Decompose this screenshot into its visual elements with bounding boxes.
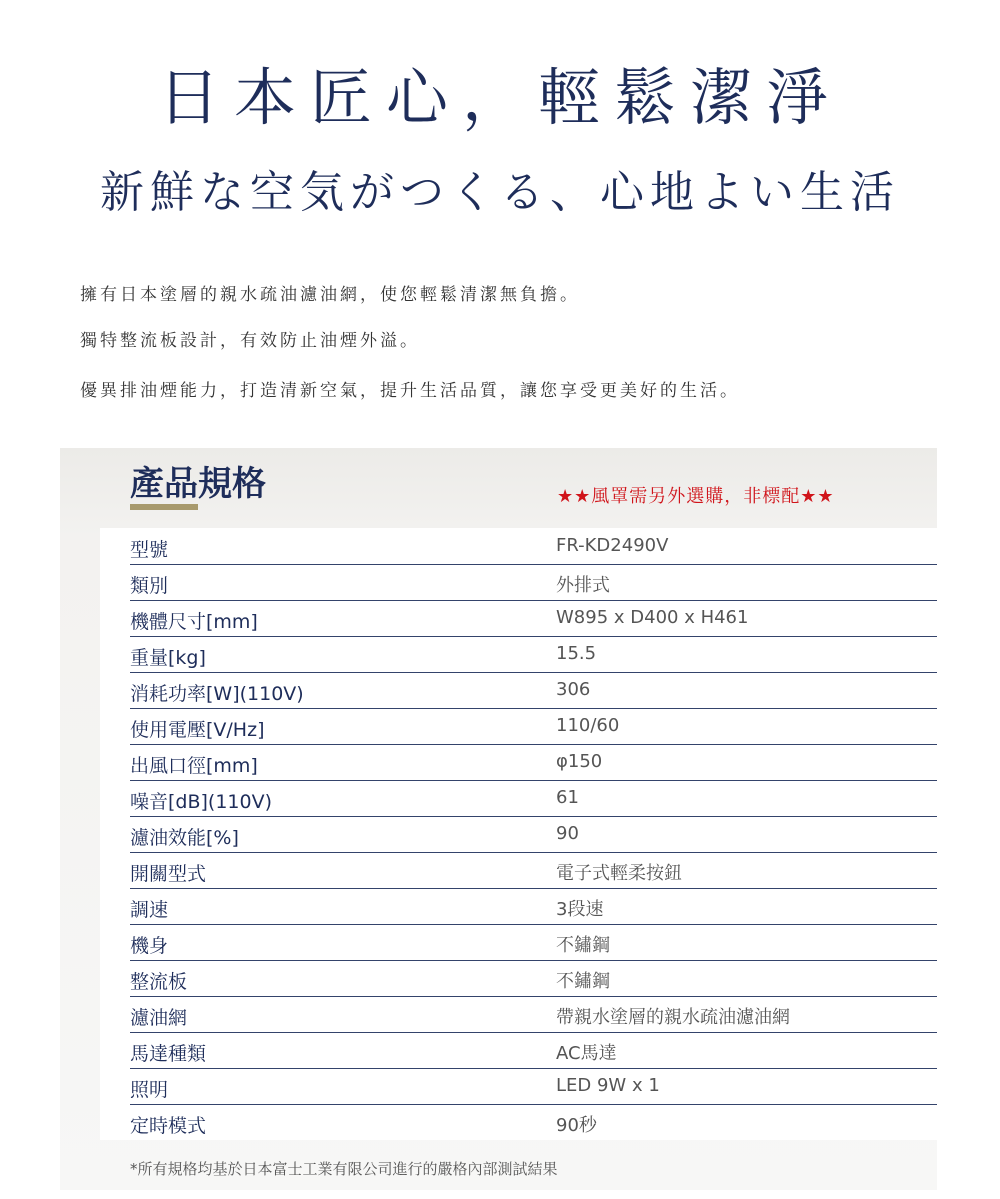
table-row xyxy=(130,564,937,601)
spec-value: 306 xyxy=(556,679,591,700)
table-row xyxy=(130,780,937,817)
table-row xyxy=(130,1032,937,1069)
table-row xyxy=(130,708,937,745)
spec-label: 調速 xyxy=(130,899,169,921)
spec-value: 不鏽鋼 xyxy=(556,935,610,956)
spec-label: 機身 xyxy=(130,935,169,957)
spec-value: 90 xyxy=(556,823,579,844)
table-row xyxy=(130,960,937,997)
spec-label: 使用電壓[V/Hz] xyxy=(130,719,265,741)
table-row xyxy=(130,996,937,1033)
spec-label: 定時模式 xyxy=(130,1115,207,1137)
spec-value: 110/60 xyxy=(556,715,620,736)
hood-note: ★★風罩需另外選購，非標配★★ xyxy=(557,486,835,507)
spec-value: 外排式 xyxy=(556,575,610,596)
spec-label: 噪音[dB](110V) xyxy=(130,791,273,813)
paragraph: 獨特整流板設計，有效防止油煙外溢。 xyxy=(80,331,420,351)
table-row xyxy=(130,888,937,925)
spec-label: 照明 xyxy=(130,1079,169,1101)
spec-label: 整流板 xyxy=(130,971,188,993)
table-row xyxy=(130,528,937,565)
subheadline: 新鮮な空気がつくる、心地よい生活 xyxy=(100,167,900,218)
spec-value: 不鏽鋼 xyxy=(556,971,610,992)
spec-value: LED 9W x 1 xyxy=(556,1075,660,1096)
spec-value: 帶親水塗層的親水疏油濾油網 xyxy=(556,1007,790,1028)
spec-label: 消耗功率[W](110V) xyxy=(130,683,304,705)
spec-label: 濾油網 xyxy=(130,1007,188,1029)
headline: 日本匠心，輕鬆潔淨 xyxy=(157,61,842,134)
spec-table xyxy=(100,528,937,1140)
paragraph: 優異排油煙能力，打造清新空氣，提升生活品質，讓您享受更美好的生活。 xyxy=(80,381,740,401)
spec-value: W895 x D400 x H461 xyxy=(556,607,749,628)
spec-value: φ150 xyxy=(556,751,603,772)
spec-label: 開關型式 xyxy=(130,863,207,885)
table-row xyxy=(130,600,937,637)
table-row xyxy=(130,672,937,709)
spec-label: 出風口徑[mm] xyxy=(130,755,258,777)
table-row xyxy=(130,1068,937,1105)
spec-label: 型號 xyxy=(130,539,169,561)
spec-title: 產品規格 xyxy=(130,464,266,504)
spec-value: AC馬達 xyxy=(556,1043,617,1064)
table-row xyxy=(130,744,937,781)
spec-value: 90秒 xyxy=(556,1115,597,1136)
table-row xyxy=(130,924,937,961)
table-row xyxy=(130,636,937,673)
spec-label: 馬達種類 xyxy=(130,1043,207,1065)
spec-label: 類別 xyxy=(130,575,169,597)
table-row xyxy=(130,852,937,889)
table-row xyxy=(130,1104,937,1140)
spec-label: 機體尺寸[mm] xyxy=(130,611,258,633)
spec-value: FR-KD2490V xyxy=(556,535,669,556)
footnote: *所有規格均基於日本富士工業有限公司進行的嚴格內部測試結果 xyxy=(130,1160,558,1178)
spec-value: 61 xyxy=(556,787,579,808)
spec-value: 電子式輕柔按鈕 xyxy=(556,863,682,884)
spec-value: 15.5 xyxy=(556,643,597,664)
spec-value: 3段速 xyxy=(556,899,604,920)
table-row xyxy=(130,816,937,853)
spec-label: 濾油效能[%] xyxy=(130,827,239,849)
title-underline xyxy=(130,504,198,510)
paragraph: 擁有日本塗層的親水疏油濾油網，使您輕鬆清潔無負擔。 xyxy=(80,285,580,305)
spec-label: 重量[kg] xyxy=(130,647,206,669)
